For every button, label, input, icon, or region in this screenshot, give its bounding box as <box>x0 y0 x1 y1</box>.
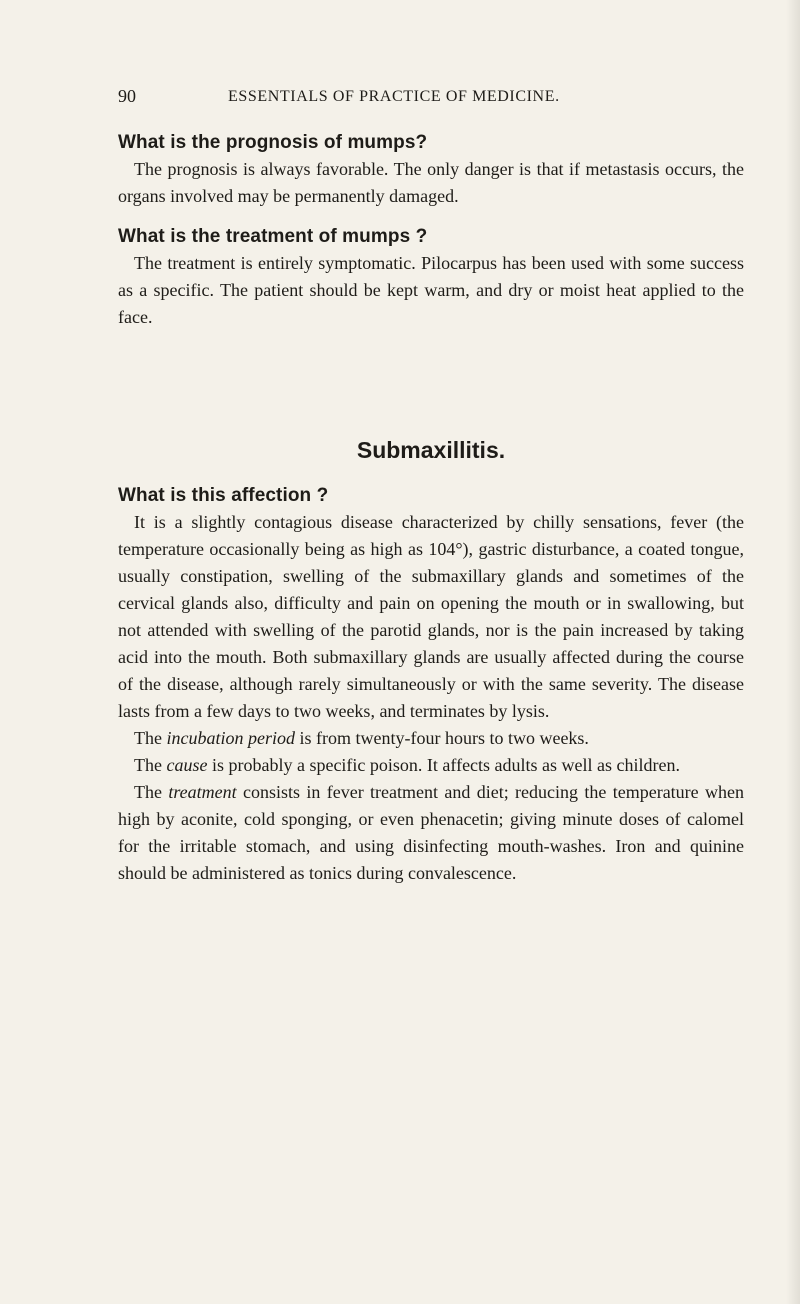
cause-term: cause <box>166 755 208 775</box>
prognosis-section <box>118 130 744 210</box>
affection-answer: It is a slightly contagious disease characterized by chilly sensations, fever (the temperature occasionally being as high as 104°), gastric disturbance, a coated tongue, usually constipation, swelling of the submaxillary glands and sometimes of the cervical glands also, difficulty and pain on opening the mouth or in swallowing, but not attended with swelling of the parotid glands, nor is the pain increased by taking acid into the mouth. Both submaxillary glands are usually affected during the course of the disease, although rarely simultaneously or with the same severity. The disease lasts from a few days to two weeks, and terminates by lysis. <box>118 512 744 721</box>
cause-prefix: The <box>134 755 167 775</box>
page-edge-shadow <box>786 0 800 1304</box>
submaxillitis-treatment-paragraph <box>118 779 744 887</box>
incubation-term: incubation period <box>166 728 295 748</box>
prognosis-answer: The prognosis is always favorable. The only danger is that if metastasis occurs, the organs involved may be permanently damaged. <box>118 159 744 206</box>
treatment-answer: The treatment is entirely symptomatic. Pilocarpus has been used with some success as a specific. The patient should be kept warm, and dry or moist heat applied to the face. <box>118 253 744 327</box>
page-number: 90 <box>118 86 136 106</box>
incubation-paragraph <box>118 725 744 752</box>
page-header <box>118 86 738 114</box>
spacer <box>118 210 744 224</box>
section-title: Submaxillitis. <box>356 437 506 463</box>
affection-question: What is this affection ? <box>118 485 329 506</box>
incubation-text: is from twenty-four hours to two weeks. <box>294 728 589 748</box>
running-head: ESSENTIALS OF PRACTICE OF MEDICINE. <box>228 88 560 105</box>
treatment-question: What is the treatment of mumps ? <box>118 226 428 247</box>
prognosis-question: What is the prognosis of mumps? <box>118 132 428 153</box>
affection-section <box>118 483 744 887</box>
submaxillitis-treatment-term: treatment <box>168 782 237 802</box>
submaxillitis-treatment-prefix: The <box>134 782 169 802</box>
page-content <box>118 130 744 887</box>
cause-paragraph <box>118 752 744 779</box>
incubation-prefix: The <box>134 728 167 748</box>
submaxillitis-treatment-text: consists in fever treatment and diet; reducing the temperature when high by aconite, cold sponging, or even phenacetin; giving minute doses of calomel for the irritable stomach, and using disinfecting mouth-washes. Iron and quinine should be administered as tonics during convalescence. <box>118 782 745 883</box>
cause-text: is probably a specific poison. It affects adults as well as children. <box>207 755 681 775</box>
treatment-section <box>118 224 744 331</box>
